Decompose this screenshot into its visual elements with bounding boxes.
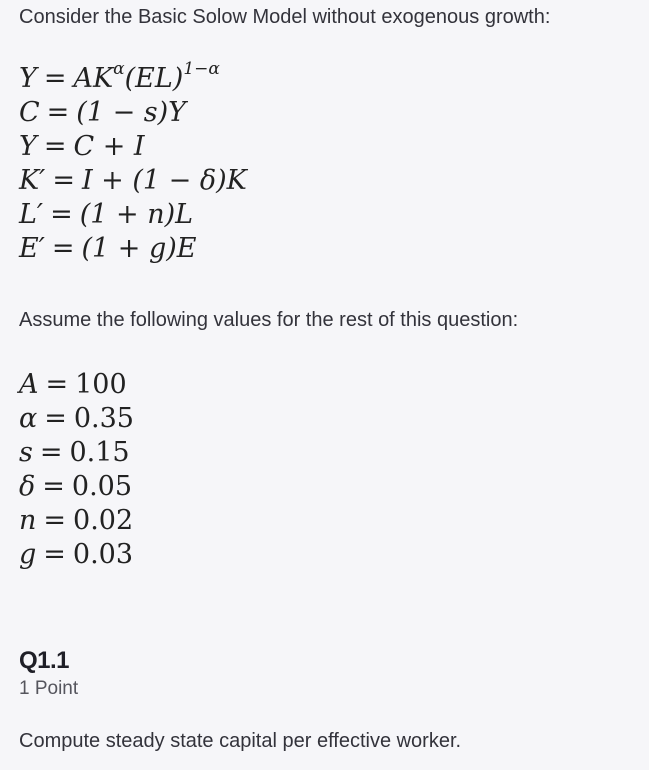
equation-efficiency (19, 232, 197, 266)
parameter-row (19, 504, 133, 538)
equation-lhs: Y (19, 63, 37, 94)
equation-consumption (19, 96, 186, 130)
equals-sign: = (42, 471, 65, 502)
equation-lhs: L′ (19, 199, 44, 230)
parameter-symbol: δ (19, 471, 36, 502)
equals-sign: = (46, 97, 70, 128)
equals-sign: = (50, 199, 73, 230)
equation-rhs: (1 + g)E (81, 233, 197, 264)
equation-labor (19, 198, 193, 232)
question-prompt: Compute steady state capital per effective worker. (19, 730, 462, 752)
parameter-value: 0.05 (71, 471, 133, 502)
equation-rhs: (1 − s)Y (76, 97, 187, 128)
equation-rhs: C + I (73, 131, 145, 162)
intro-text: Consider the Basic Solow Model without exogenous growth: (19, 6, 551, 28)
equation-exponent: α (113, 59, 125, 79)
parameter-value: 100 (75, 369, 127, 400)
parameter-value: 0.02 (73, 505, 134, 536)
parameter-row (19, 470, 132, 504)
equals-sign: = (52, 165, 75, 196)
parameter-row (19, 402, 134, 436)
equals-sign: = (43, 63, 67, 94)
parameter-symbol: g (19, 539, 37, 570)
parameter-value: 0.15 (69, 437, 130, 468)
equation-lhs: Y (19, 131, 37, 162)
parameter-symbol: s (19, 437, 33, 468)
equals-sign: = (43, 505, 67, 536)
question-title: Q1.1 (19, 647, 70, 674)
question-points: 1 Point (19, 678, 79, 699)
equals-sign: = (51, 233, 75, 264)
equation-exponent: 1−α (183, 59, 220, 79)
parameter-value: 0.35 (73, 403, 134, 434)
equals-sign: = (45, 369, 69, 400)
parameter-symbol: α (19, 403, 38, 434)
parameter-value: 0.03 (72, 539, 134, 570)
equation-resource (19, 130, 145, 164)
parameter-row (19, 538, 133, 572)
parameter-symbol: A (19, 369, 39, 400)
assume-text: Assume the following values for the rest of this question: (19, 309, 519, 331)
equation-rhs: AK (73, 63, 114, 94)
equation-lhs: K′ (19, 165, 46, 196)
equals-sign: = (43, 539, 66, 570)
equation-production (19, 59, 220, 96)
parameter-row (19, 436, 130, 470)
equation-rhs: (1 + n)L (79, 199, 194, 230)
equation-capital (19, 164, 247, 198)
equals-sign: = (43, 131, 67, 162)
equals-sign: = (39, 437, 63, 468)
equation-rhs: I + (1 − δ)K (81, 165, 247, 196)
equation-lhs: E′ (19, 233, 45, 264)
equation-lhs: C (19, 97, 40, 128)
parameter-row (19, 368, 127, 402)
equation-rhs-tail: (EL) (124, 63, 184, 94)
equals-sign: = (44, 403, 67, 434)
parameter-symbol: n (19, 505, 37, 536)
